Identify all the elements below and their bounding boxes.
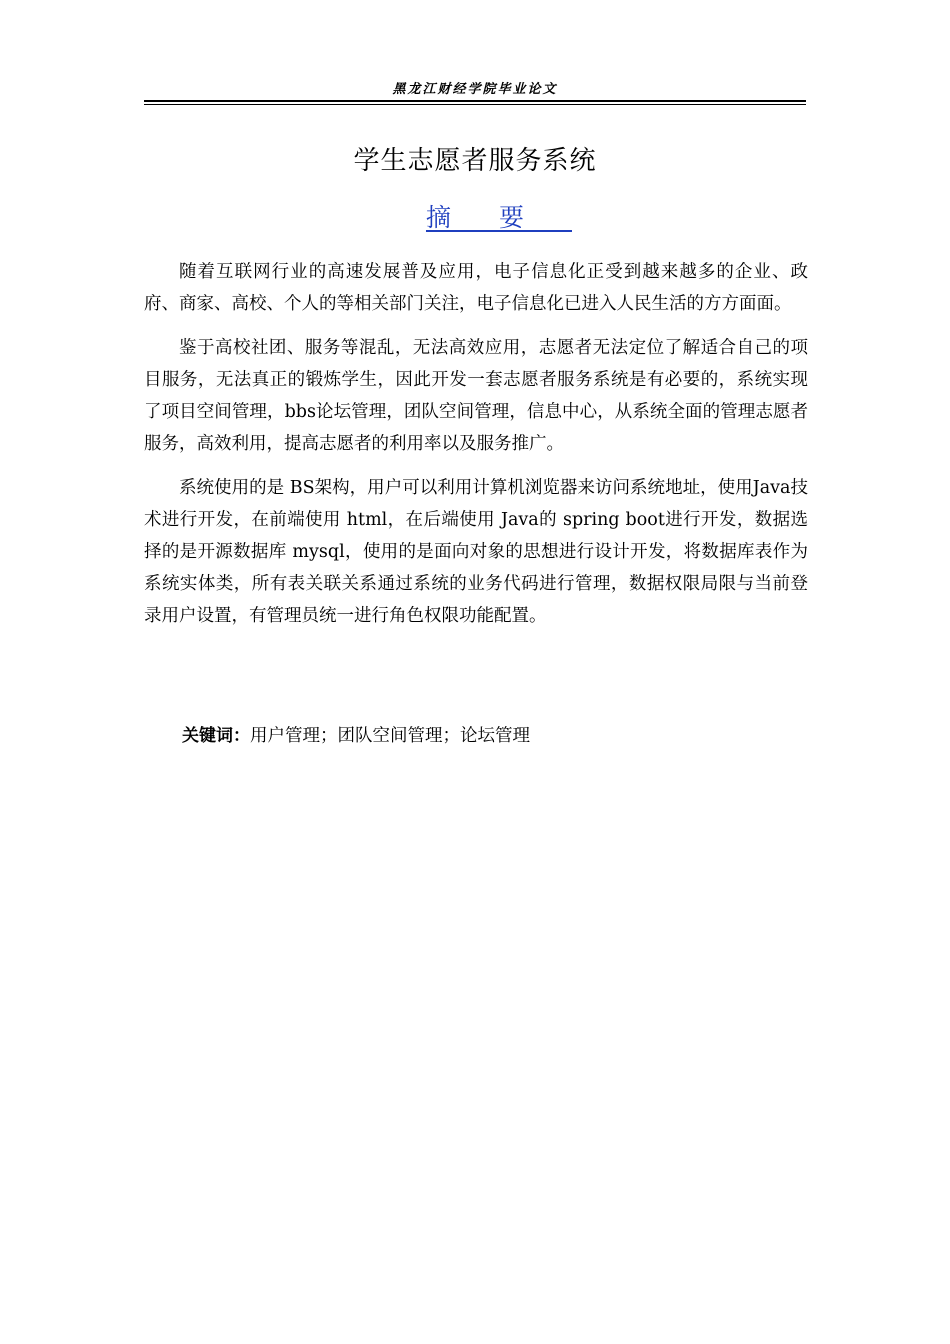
document-title: 学生志愿者服务系统	[353, 146, 597, 176]
header-rule-thin	[144, 104, 806, 105]
abstract-paragraph: 鉴于高校社团、服务等混乱，无法高效应用，志愿者无法定位了解适合自己的项目服务，无法真正的锻炼学生，因此开发一套志愿者服务系统是有必要的，系统实现了项目空间管理，bbs论坛管理，团队空间管理，信息中心，从系统全面的管理志愿者服务，高效利用，提高志愿者的利用率以及服务推广。	[144, 338, 808, 454]
abstract-heading[interactable]	[144, 198, 806, 234]
running-header: 黑龙江财经学院毕业论文	[392, 82, 558, 97]
header-rule	[144, 100, 806, 102]
keywords-label: 关键词：	[182, 726, 250, 746]
abstract-paragraph: 随着互联网行业的高速发展普及应用，电子信息化正受到越来越多的企业、政府、商家、高校、个人的等相关部门关注，电子信息化已进入人民生活的方方面面。	[144, 262, 808, 314]
keywords-text: 用户管理；团队空间管理；论坛管理	[250, 726, 530, 746]
abstract-heading-link[interactable]: 摘要	[425, 203, 572, 232]
abstract-body	[144, 256, 808, 644]
abstract-paragraph: 系统使用的是 BS架构，用户可以利用计算机浏览器来访问系统地址，使用Java技术进行开发，在前端使用 html，在后端使用 Java的 spring boot进行开发，数据选择的是开源数据库 mysql，使用的是面向对象的思想进行设计开发，将数据库表作为系统实体类，所有表关联关系通过系统的业务代码进行管理，数据权限局限与当前登录用户设置，有管理员统一进行角色权限功能配置。	[144, 478, 808, 626]
keywords-line	[182, 720, 530, 752]
